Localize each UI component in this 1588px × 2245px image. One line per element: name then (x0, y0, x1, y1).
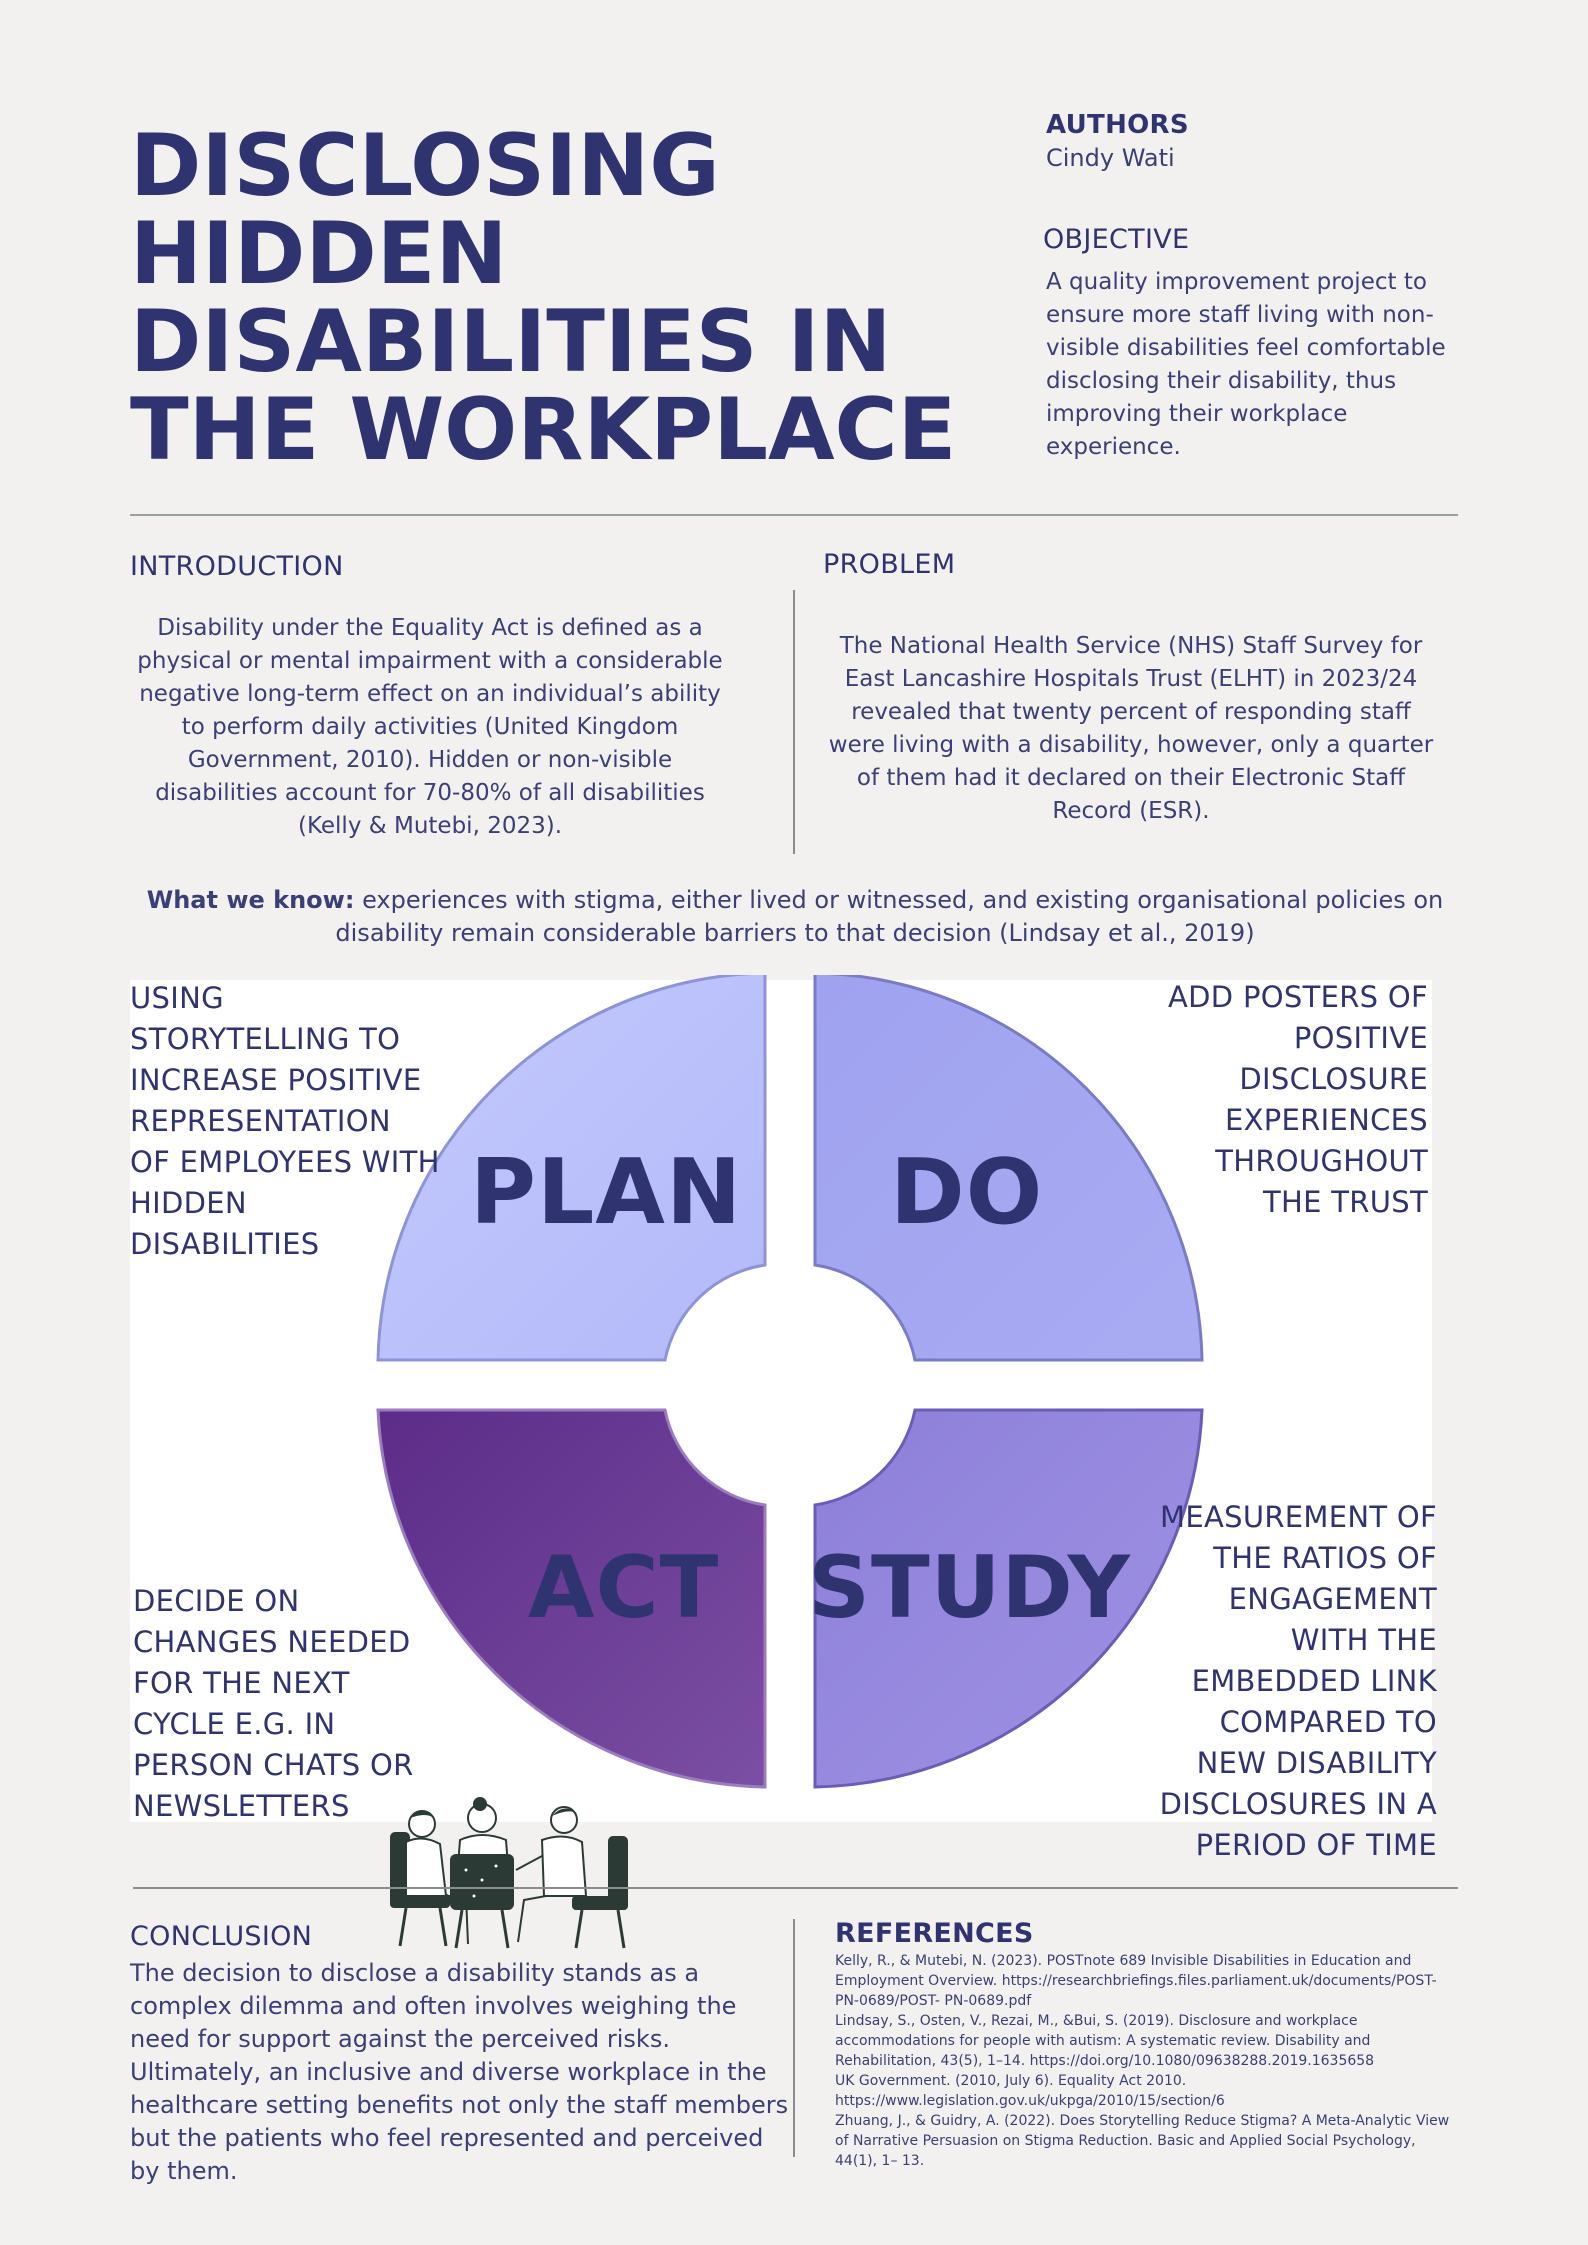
plan-description: USING STORYTELLING TO INCREASE POSITIVE REPRESENTATION OF EMPLOYEES WITH HIDDEN DISABILITIES (130, 981, 440, 1261)
conclusion-text: The decision to disclose a disability stands as a complex dilemma and often involves weighing the need for support against the perceived risks. Ultimately, an inclusive and diverse workplace in the healthcare setting benefits not only the staff members but the patients who feel represented and perceived by them. (130, 1959, 789, 2185)
authors-heading: AUTHORS (1046, 110, 1189, 140)
reference-item: Lindsay, S., Osten, V., Rezai, M., &Bui, S. (2019). Disclosure and workplace accommodations for people with autism: A systematic review. Disability and Rehabilitation, 43(5), 1–14. https://doi.org/10.1080/09638288.2019.1635658 (835, 2013, 1375, 2069)
reference-item: Zhuang, J., & Guidry, A. (2022). Does Storytelling Reduce Stigma? A Meta-Analytic View of Narrative Persuasion on Stigma Reduction. Basic and Applied Social Psychology, 44(1), 1– 13. (835, 2113, 1450, 2169)
conclusion-heading: CONCLUSION (130, 1921, 313, 1952)
what-we-know-label: What we know: (146, 886, 355, 914)
do-description: ADD POSTERS OF POSITIVE DISCLOSURE EXPERIENCES THROUGHOUT THE TRUST (1168, 980, 1428, 1219)
divider-bottom (133, 1887, 1458, 1889)
divider-vertical-mid (793, 590, 795, 854)
what-we-know-text: experiences with stigma, either lived or witnessed, and existing organisational policies on disability remain considerable barriers to that decision (Lindsay et al., 2019) (335, 886, 1444, 947)
divider-vertical-bottom (793, 1919, 795, 2157)
objective-heading: OBJECTIVE (1043, 224, 1190, 255)
problem-text: The National Health Service (NHS) Staff Survey for East Lancashire Hospitals Trust (ELHT) in 2023/24 revealed that twenty percent of responding staff were living with a disability, however, only a quarter of them had it declared on their Electronic Staff Record (ESR). (828, 633, 1434, 824)
what-we-know (140, 884, 1450, 950)
people-chatting-illustration (386, 1796, 632, 1954)
title-line-2: HIDDEN (130, 204, 508, 304)
plan-label: PLAN (470, 1140, 743, 1245)
introduction-text: Disability under the Equality Act is defined as a physical or mental impairment with a considerable negative long-term effect on an individual’s ability to perform daily activities (United Kingdom Government, 2010). Hidden or non-visible disabilities account for 70-80% of all disabilities (Kelly & Mutebi, 2023). (137, 615, 723, 839)
poster-title (130, 116, 1010, 480)
reference-item: UK Government. (2010, July 6). Equality Act 2010. https://www.legislation.gov.uk/ukpga/2010/15/section/6 (835, 2073, 1225, 2109)
act-label: ACT (528, 1538, 720, 1638)
study-description: MEASUREMENT OF THE RATIOS OF ENGAGEMENT WITH THE EMBEDDED LINK COMPARED TO NEW DISABILITY DISCLOSURES IN A PERIOD OF TIME (1159, 1500, 1437, 1862)
do-label: DO (890, 1140, 1044, 1245)
study-label: STUDY (808, 1538, 1131, 1638)
problem-heading: PROBLEM (823, 549, 956, 580)
title-line-1: DISCLOSING (130, 116, 720, 216)
pdsa-cycle-diagram (370, 975, 1220, 1805)
act-description: DECIDE ON CHANGES NEEDED FOR THE NEXT CYCLE E.G. IN PERSON CHATS OR NEWSLETTERS (133, 1584, 414, 1823)
title-line-4: THE WORKPLACE (130, 380, 957, 480)
divider-top (130, 514, 1458, 516)
introduction-heading: INTRODUCTION (130, 551, 344, 582)
objective-text: A quality improvement project to ensure more staff living with non-visible disabilities feel comfortable disclosing their disability, thus improving their workplace experience. (1046, 269, 1446, 460)
author-name: Cindy Wati (1046, 144, 1175, 172)
reference-item: Kelly, R., & Mutebi, N. (2023). POSTnote 689 Invisible Disabilities in Education and Employment Overview. https://researchbriefings.files.parliament.uk/documents/POST-PN-0689/POST- PN-0689.pdf (835, 1953, 1437, 2009)
references-heading: REFERENCES (835, 1918, 1034, 1949)
references-list (835, 1951, 1460, 2171)
title-line-3: DISABILITIES IN (130, 292, 892, 392)
